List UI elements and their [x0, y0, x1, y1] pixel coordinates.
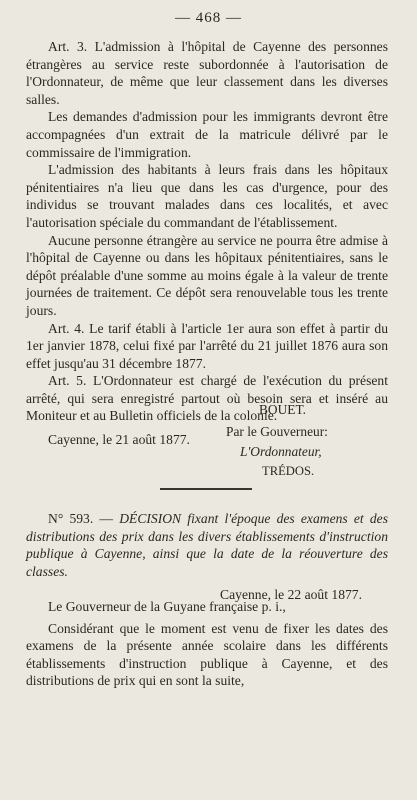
signature-by-governor: Par le Gouverneur: — [226, 424, 328, 439]
decision-heading: DÉCISION fixant l'époque des examens et des distributions des prix dans les divers établissements d'instruction publique à Cayenne, ainsi que la date de la réouverture des classes. — [26, 511, 388, 579]
decision-number: N° 593. — — [48, 511, 114, 526]
paragraph-art3: Art. 3. L'admission à l'hôpital de Cayenne des personnes étrangères au service reste subordonnée à l'autorisation de l'Ordonnateur, de même que leur classement dans les diverses salles. — [26, 39, 388, 107]
paragraph-deposit: Aucune personne étrangère au service ne pourra être admise à l'hôpital de Cayenne ou dans les hôpitaux pénitentiaires, sans le dépôt préalable d'une somme au moins égale à la valeur de trente journées de traitement. Ce dépôt sera renouvelable tous les trente jours. — [26, 232, 388, 318]
signature-name: BOUET. — [259, 402, 306, 417]
decision-date: Cayenne, le 22 août 1877. — [220, 587, 362, 603]
article-text — [26, 38, 388, 449]
date-line: Cayenne, le 21 août 1877. — [48, 432, 190, 448]
decision-body — [26, 598, 388, 690]
decision-header — [26, 510, 388, 604]
paragraph-art4: Art. 4. Le tarif établi à l'article 1er aura son effet à partir du 1er janvier 1878, celui fixé par l'arrêté du 21 juillet 1876 aura son effet jusqu'au 31 décembre 1877. — [26, 320, 388, 371]
signature-title: L'Ordonnateur, — [240, 444, 322, 459]
section-divider — [160, 488, 252, 490]
paragraph-penitentiary: L'admission des habitants à leurs frais dans les hôpitaux pénitentiaires n'a lieu que dans les cas d'urgence, pour des individus se trouvant malades dans ces localités, et avec l'autorisation spéciale du commandant de l'établissement. — [26, 162, 388, 230]
paragraph-art5: Art. 5. L'Ordonnateur est chargé de l'exécution du présent arrêté, qui sera enregistré partout où besoin sera et inséré au Moniteur et au Bulletin officiels de la colonie. — [26, 373, 388, 424]
governor-line: Le Gouverneur de la Guyane française p. i., — [48, 599, 286, 614]
paragraph-immigrants: Les demandes d'admission pour les immigrants devront être accompagnées d'un extrait de la matricule délivré par le commissaire de l'immigration. — [26, 109, 388, 160]
considerant-paragraph: Considérant que le moment est venu de fixer les dates des examens de la présente année scolaire dans les différents établissements d'instruction publique à Cayenne, et des distributions de prix qui en sont la suite, — [26, 620, 388, 689]
page-number: — 468 — — [175, 10, 242, 26]
signature-signer: TRÉDOS. — [262, 464, 315, 478]
